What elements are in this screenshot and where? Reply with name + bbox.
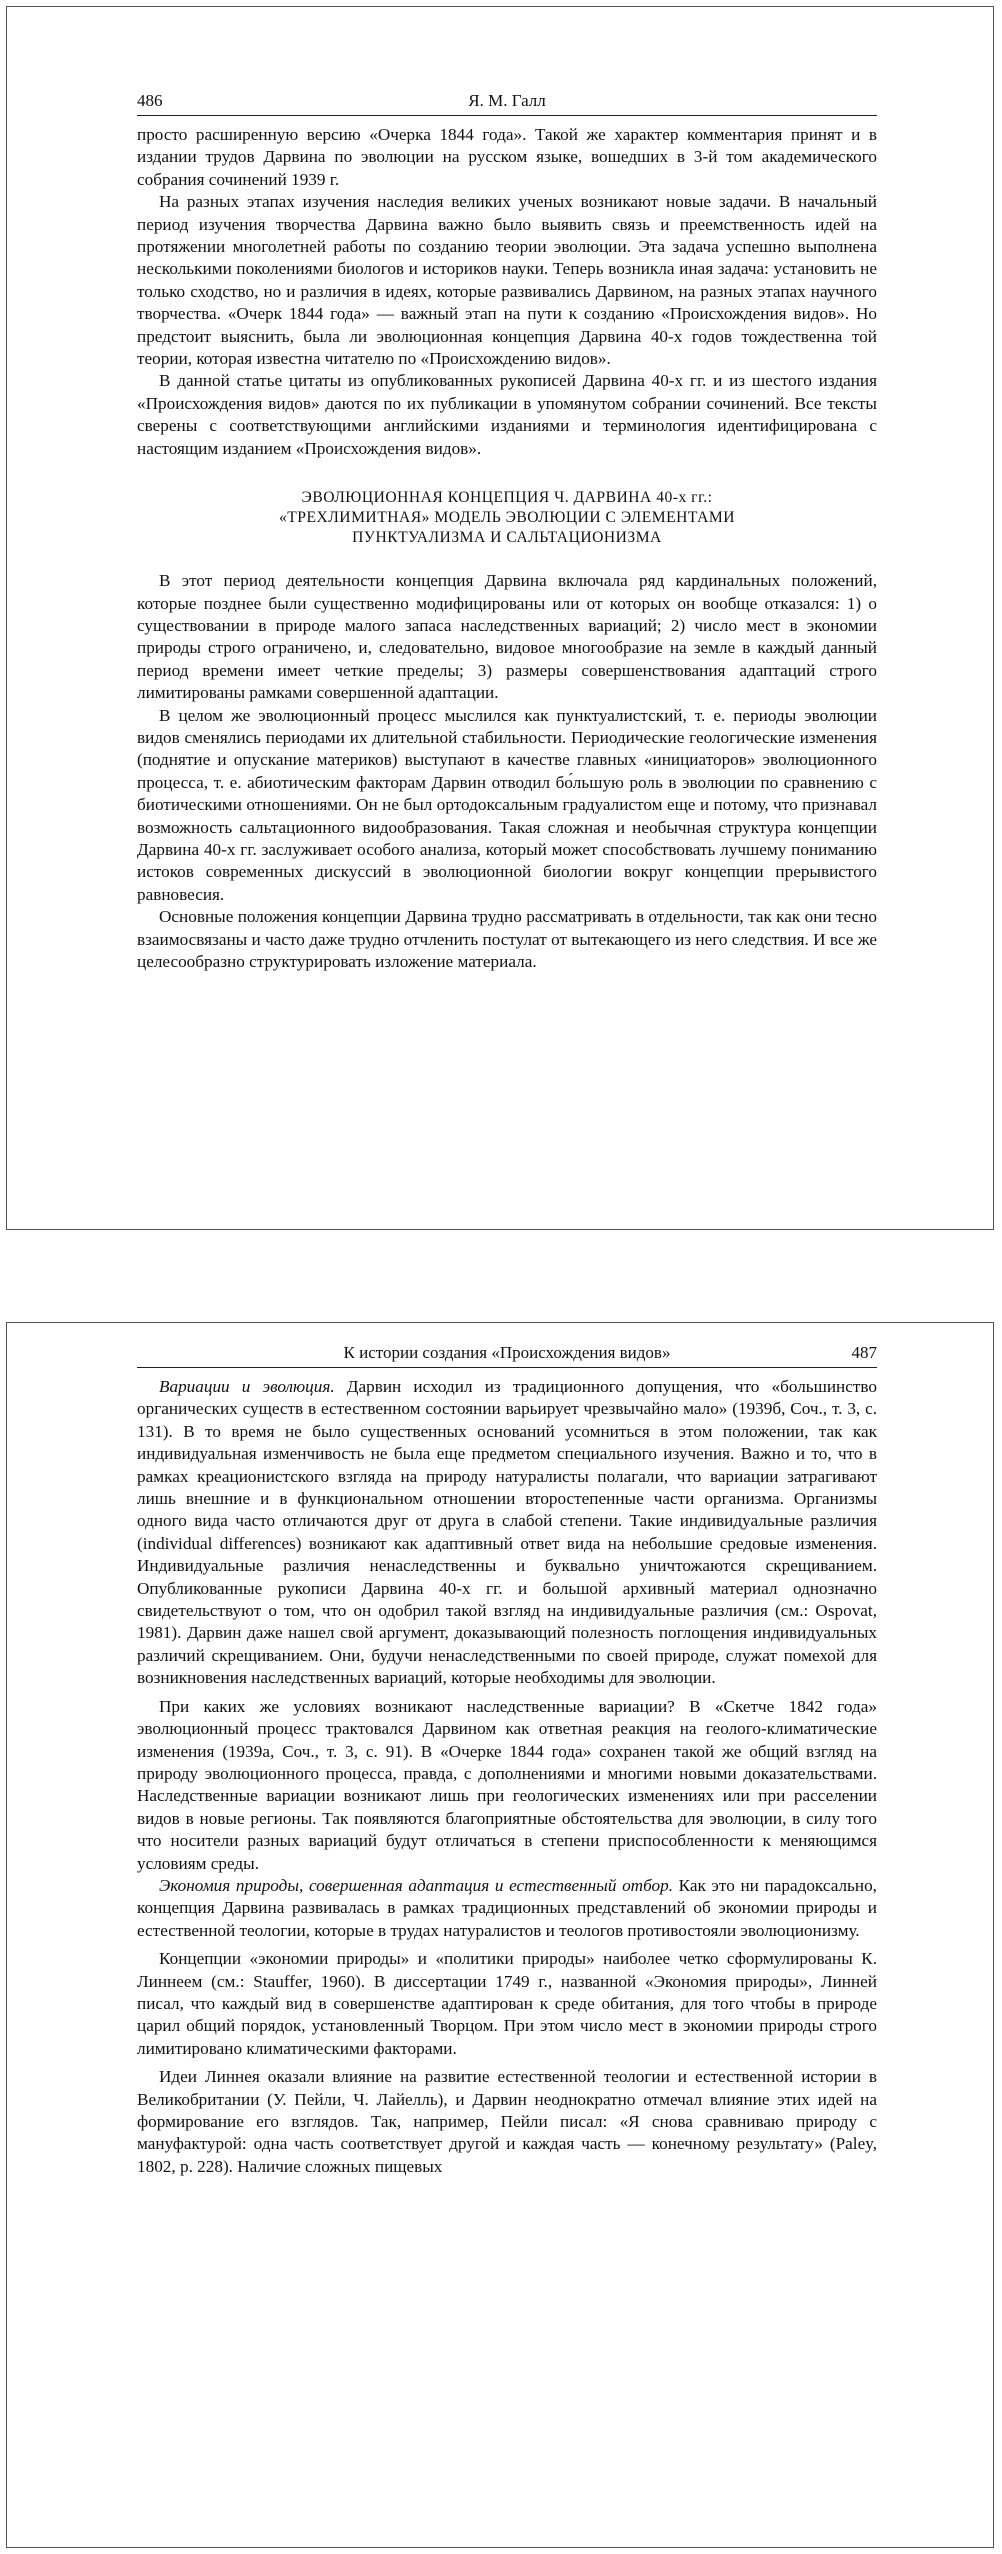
section-heading-line: ЭВОЛЮЦИОННАЯ КОНЦЕПЦИЯ Ч. ДАРВИНА 40-х гг.: — [301, 489, 713, 507]
page-487 — [6, 1322, 994, 2548]
paragraph: Вариации и эволюция. Дарвин исходил из традиционного допущения, что «большинство органических существ в естественном состоянии варьирует чрезвычайно мало» (1939б, Соч., т. 3, с. 131). В то время не было существенных оснований усомниться в этом положении, так как индивидуальная изменчивость не была еще предметом специального изучения. Важно и то, что в рамках креационистского взгляда на природу натуралисты полагали, что вариации затрагивают лишь внешние и в функциональном отношении второстепенные части организма. Организмы одного вида часто отличаются друг от друга в слабой степени. Такие индивидуальные различия (individual differences) возникают как адаптивный ответ вида на небольшие средовые изменения. Индивидуальные различия ненаследственны и буквально уничтожаются скрещиванием. Опубликованные рукописи Дарвина 40-х гг. и большой архивный материал однозначно свидетельствуют о том, что он одобрил такой взгляд на индивидуальные различия (см.: Ospovat, 1981). Дарвин даже нашел свой аргумент, доказывающий полезность поглощения индивидуальных различий скрещиванием. Они, будучи ненаследственными по своей природе, служат помехой для возникновения наследственных вариаций, которые необходимы для эволюции. — [137, 1377, 877, 1688]
paragraph: В этот период деятельности концепция Дарвина включала ряд кардинальных положений, которые позднее были существенно модифицированы или от которых он вообще отказался: 1) о существовании в природе малого запаса наследственных вариаций; 2) число мест в экономии природы строго ограничено, и, следовательно, видовое многообразие на земле в каждый данный период времени имеет четкие пределы; 3) размеры совершенствования адаптаций строго лимитированы рамками совершенной адаптации. — [137, 571, 877, 703]
body-text — [137, 1376, 877, 2178]
paragraph: При каких же условиях возникают наследственные вариации? В «Скетче 1842 года» эволюционный процесс трактовался Дарвином как ответная реакция на геолого-климатические изменения (1939а, Соч., т. 3, с. 91). В «Очерке 1844 года» сохранен такой же общий взгляд на природу эволюционного процесса, правда, с дополнениями и многими новыми доказательствами. Наследственные вариации возникают лишь при геологических изменениях или при расселении видов в новые регионы. Так появляются благоприятные обстоятельства для эволюции, в силу того что носители разных вариаций будут отличаться в степени приспособленности к меняющимся условиям среды. — [137, 1696, 877, 1873]
paragraph: На разных этапах изучения наследия великих ученых возникают новые задачи. В начальный период изучения творчества Дарвина важно было выявить связь и преемственность идей на протяжении многолетней работы по созданию теории эволюции. Эта задача успешно выполнена несколькими поколениями биологов и историков науки. Теперь возникла иная задача: установить не только сходство, но и различия в идеях, которые развивались Дарвином, на разных этапах научного творчества. «Очерк 1844 года» — важный этап на пути к созданию «Происхождения видов». Но предстоит выяснить, была ли эволюционная концепция Дарвина 40-х годов тождественна той теории, которая известна читателю по «Происхождению видов». — [137, 192, 877, 369]
running-head — [137, 91, 877, 116]
paragraph: просто расширенную версию «Очерка 1844 года». Такой же характер комментария принят и в издании трудов Дарвина по эволюции на русском языке, вошедших в 3-й том академического собрания сочинений 1939 г. — [137, 125, 877, 189]
paragraph: В целом же эволюционный процесс мыслился как пунктуалистский, т. е. периоды эволюции видов сменялись периодами их длительной стабильности. Периодические геологические изменения (поднятие и опускание материков) выступают в качестве главных «инициаторов» эволюционного процесса, т. е. абиотическим факторам Дарвин отводил бо́льшую роль в эволюции по сравнению с биотическими отношениями. Он не был ортодоксальным градуалистом еще и потому, что признавал возможность сальтационного видообразования. Такая сложная и необычная структура концепции Дарвина 40-х гг. заслуживает особого анализа, который может способствовать лучшему пониманию истоков современных дискуссий в эволюционной биологии вокруг концепции прерывистого равновесия. — [137, 705, 877, 904]
paragraph: Экономия природы, совершенная адаптация и естественный отбор. Как это ни парадоксально, концепция Дарвина развивалась в рамках традиционных представлений об экономии природы и естественной теологии, которые в трудах натуралистов и теологов противостояли эволюционизму. — [137, 1875, 877, 1940]
section-heading-line: «ТРЕХЛИМИТНАЯ» МОДЕЛЬ ЭВОЛЮЦИИ С ЭЛЕМЕНТАМИ — [278, 509, 736, 527]
running-head-author: Я. М. Галл — [468, 91, 546, 110]
page-486-content — [137, 91, 877, 973]
paragraph-heading: Экономия природы, совершенная адаптация и естественный отбор. — [159, 1875, 673, 1895]
page-487-content — [137, 1343, 877, 2178]
body-text — [137, 124, 877, 973]
running-head — [137, 1343, 877, 1368]
section-heading — [137, 488, 877, 548]
page-number: 486 — [137, 91, 163, 110]
paragraph-heading: Вариации и эволюция. — [159, 1377, 335, 1396]
running-head-title: К истории создания «Происхождения видов» — [343, 1343, 671, 1362]
paragraph: Идеи Линнея оказали влияние на развитие естественной теологии и естественной истории в Великобритании (У. Пейли, Ч. Лайелль), и Дарвин неоднократно отмечал влияние этих идей на формирование его взглядов. Так, например, Пейли писал: «Я снова сравниваю природу с мануфактурой: одна часть соответствует другой и каждая часть — конечному результату» (Paley, 1802, p. 228). Наличие сложных пищевых — [137, 2067, 877, 2176]
paragraph: Основные положения концепции Дарвина трудно рассматривать в отдельности, так как они тесно взаимосвязаны и часто даже трудно отчленить постулат от вытекающего из него следствия. И все же целесообразно структурировать изложение материала. — [137, 907, 877, 971]
paragraph: В данной статье цитаты из опубликованных рукописей Дарвина 40-х гг. и из шестого издания «Происхождения видов» даются по их публикации в упомянутом собрании сочинений. Все тексты сверены с соответствующими английскими изданиями и терминология идентифицирована с настоящим изданием «Происхождения видов». — [137, 371, 877, 458]
section-heading-line: ПУНКТУАЛИЗМА И САЛЬТАЦИОНИЗМА — [352, 529, 662, 547]
page-486 — [6, 6, 994, 1230]
paragraph: Концепции «экономии природы» и «политики природы» наиболее четко сформулированы К. Линнеем (см.: Stauffer, 1960). В диссертации 1749 г., названной «Экономия природы», Линней писал, что каждый вид в совершенстве адаптирован к среде обитания, для того чтобы в природе царил общий порядок, установленный Творцом. При этом число мест в экономии природы строго лимитировано климатическими факторами. — [137, 1949, 877, 2058]
page-number: 487 — [851, 1343, 877, 1362]
